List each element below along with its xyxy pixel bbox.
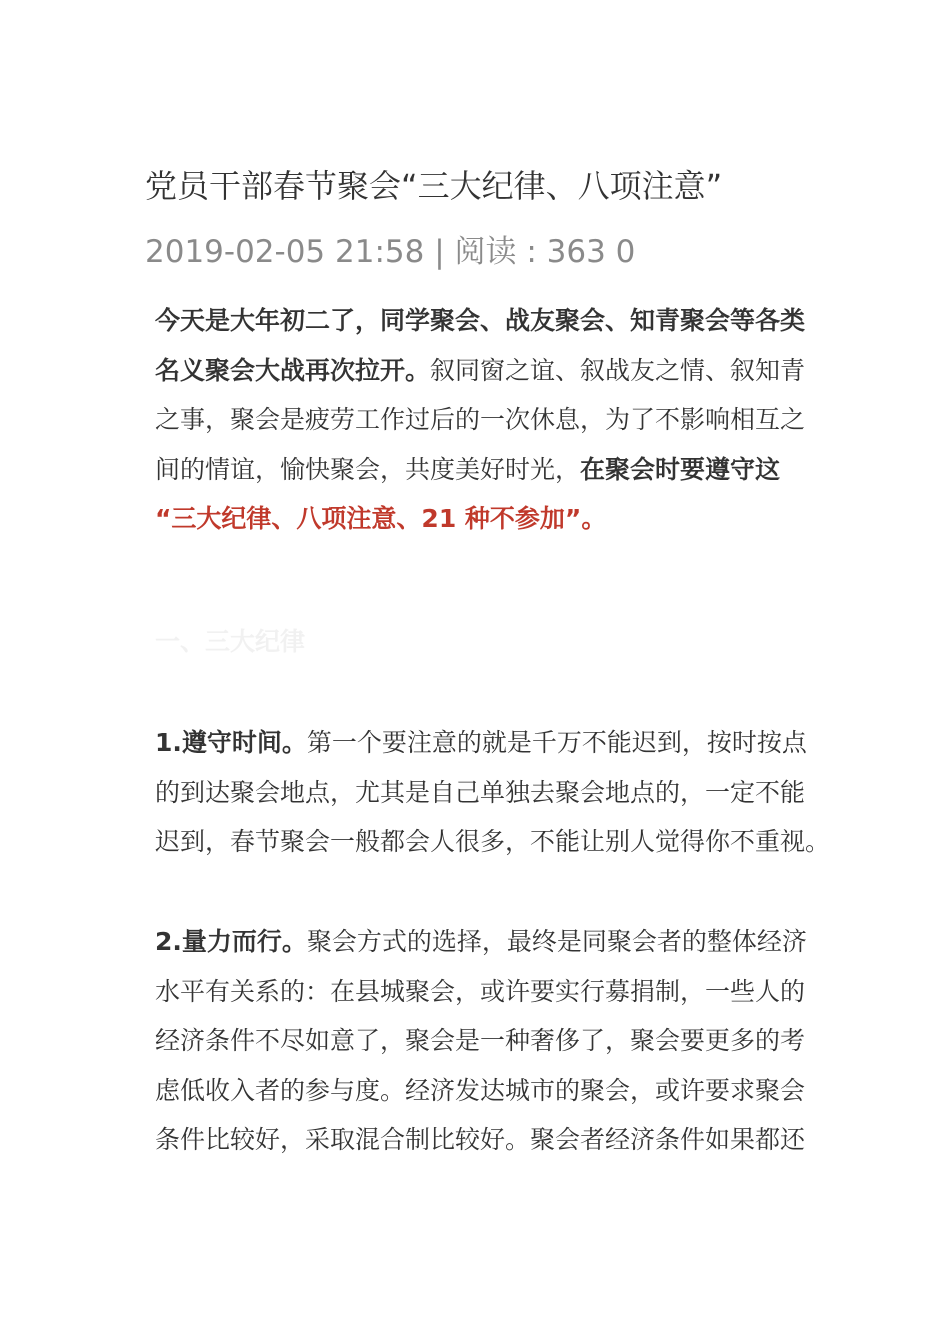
intro-line-4-text: 间的情谊，愉快聚会，共度美好时光， xyxy=(155,454,581,484)
article-title: 党员干部春节聚会“三大纪律、八项注意” xyxy=(145,167,723,205)
intro-line-3: 之事，聚会是疲劳工作过后的一次休息，为了不影响相互之 xyxy=(155,405,806,434)
item-1-line-1 xyxy=(155,718,805,768)
intro-line-4 xyxy=(155,445,805,495)
intro-line-1: 今天是大年初二了，同学聚会、战友聚会、知青聚会等各类 xyxy=(155,306,806,335)
item-2-line-1 xyxy=(155,917,805,967)
item-1-paragraph xyxy=(155,718,831,867)
intro-paragraph xyxy=(155,296,805,544)
item-2-lead: 2.量力而行。 xyxy=(155,927,307,956)
item-1-line-3: 迟到，春节聚会一般都会人很多，不能让别人觉得你不重视。 xyxy=(155,827,831,856)
item-2-line-4: 虑低收入者的参与度。经济发达城市的聚会，或许要求聚会 xyxy=(155,1075,806,1105)
item-1-line-1-text: 第一个要注意的就是千万不能迟到，按时按点 xyxy=(306,728,807,757)
section-heading-discipline: 一、三大纪律 xyxy=(155,627,306,656)
intro-line-2-bold: 名义聚会大战再次拉开。 xyxy=(155,355,431,385)
article-meta: 2019-02-05 21:58 | 阅读 : 363 0 xyxy=(145,234,636,270)
item-1-line-2: 的到达聚会地点，尤其是自己单独去聚会地点的，一定不能 xyxy=(155,777,806,807)
intro-line-2-text: 叙同窗之谊、叙战友之情、叙知青 xyxy=(430,355,806,385)
item-2-line-3: 经济条件不尽如意了，聚会是一种奢侈了，聚会要更多的考 xyxy=(155,1026,806,1055)
item-1-lead: 1.遵守时间。 xyxy=(155,728,307,757)
item-2-line-5: 条件比较好，采取混合制比较好。聚会者经济条件如果都还 xyxy=(155,1125,806,1154)
intro-line-2 xyxy=(155,346,805,396)
intro-line-5-highlight: “三大纪律、八项注意、21 种不参加”。 xyxy=(155,504,607,533)
item-2-line-1-text: 聚会方式的选择，最终是同聚会者的整体经济 xyxy=(306,927,807,956)
intro-line-4-bold: 在聚会时要遵守这 xyxy=(580,454,781,484)
item-2-line-2: 水平有关系的：在县城聚会，或许要实行募捐制，一些人的 xyxy=(155,976,806,1006)
item-2-paragraph xyxy=(155,917,805,1165)
